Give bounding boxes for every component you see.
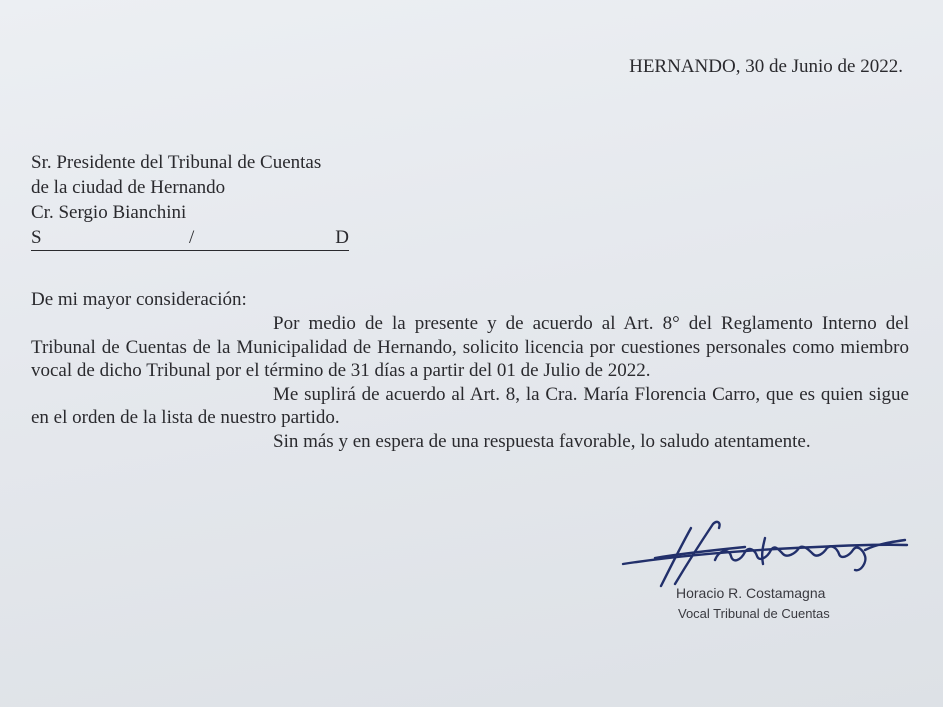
addressee-line-1: Sr. Presidente del Tribunal de Cuentas (31, 152, 322, 173)
addressee-line-2: de la ciudad de Hernando (31, 177, 226, 198)
paragraph-1: Por medio de la presente y de acuerdo al Art. 8° del Reglamento Interno del Tribunal de Cuentas de la Municipalidad de Hernando, solicito licencia por cuestiones personales como miembro vocal de dicho Tribunal por el término de 31 días a partir del 01 de Julio de 2022. (31, 313, 909, 381)
paragraph-2: Me suplirá de acuerdo al Art. 8, la Cra. María Florencia Carro, que es quien sigue en el orden de la lista de nuestro partido. (31, 383, 909, 428)
sd-slash: / (189, 227, 195, 248)
paragraph-3: Sin más y en espera de una respuesta favorable, lo saludo atentamente. (273, 430, 811, 452)
su-despacho-line (31, 225, 349, 251)
addressee-block (31, 150, 349, 251)
addressee-line-3: Cr. Sergio Bianchini (31, 202, 187, 223)
sd-right-letter: D (335, 227, 349, 248)
letter-body (31, 312, 909, 453)
signatory-role: Vocal Tribunal de Cuentas (678, 606, 830, 621)
sd-left-letter: S (31, 227, 42, 248)
handwritten-signature (615, 520, 915, 590)
date-line: HERNANDO, 30 de Junio de 2022. (629, 56, 903, 77)
salutation: De mi mayor consideración: (31, 289, 247, 310)
signature-strokes (623, 522, 907, 586)
signatory-name: Horacio R. Costamagna (676, 585, 826, 601)
